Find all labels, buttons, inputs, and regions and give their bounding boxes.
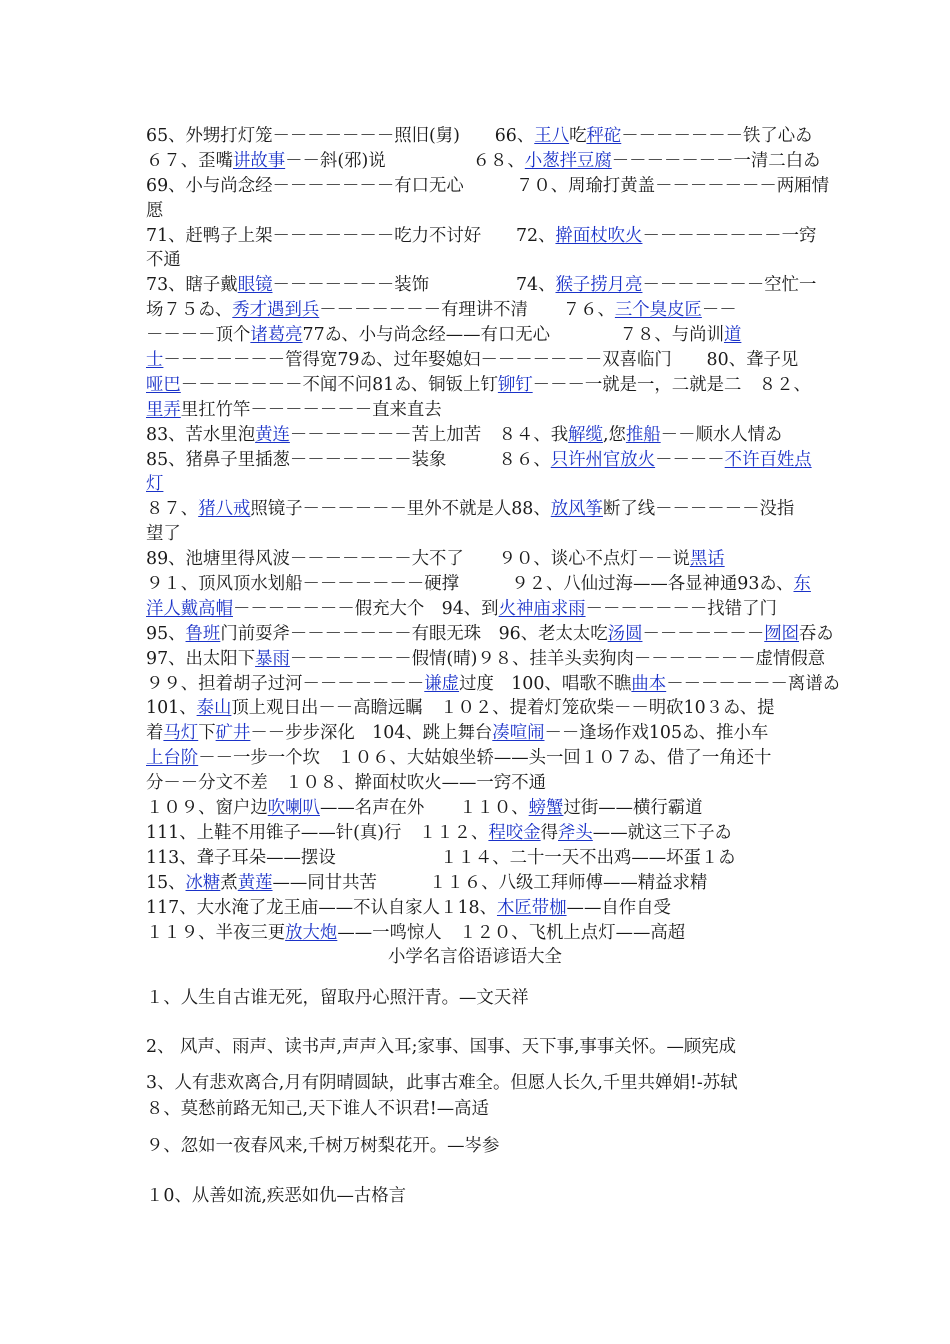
text-segment: 95、 xyxy=(146,623,186,644)
text-segment: 77ゐ、小与尚念经——有口无心 ７８、与尚训 xyxy=(302,325,724,346)
hyperlink[interactable]: 马灯 xyxy=(163,723,199,744)
text-segment: 89、池塘里得风波－－－－－－－大不了 ９０、谈心不点灯－－说 xyxy=(146,549,690,570)
text-segment: ８７、 xyxy=(146,499,199,520)
text-line xyxy=(146,672,841,697)
hyperlink[interactable]: 火神庙求雨 xyxy=(498,598,586,619)
text-line xyxy=(146,497,806,522)
text-segment: 得 xyxy=(540,822,558,843)
hyperlink[interactable]: 上台阶 xyxy=(146,748,199,769)
quote-2: 2、 风声、雨声、读书声,声声入耳;家事、国事、天下事,事事关怀。—顾宪成 xyxy=(146,1037,737,1057)
hyperlink[interactable]: 东 xyxy=(793,574,811,595)
text-segment: ,您 xyxy=(602,424,626,445)
hyperlink[interactable]: 放风筝 xyxy=(550,499,603,520)
text-segment: －－－－－－－假充大个 94、到 xyxy=(232,598,499,619)
text-segment: －－－－－－－一清二白ゐ xyxy=(611,150,821,171)
hyperlink[interactable]: 秤砣 xyxy=(586,126,622,146)
text-segment: 愿 xyxy=(146,200,164,221)
text-line xyxy=(146,174,829,199)
text-segment: －－－－－－－苦上加苦 ８４、我 xyxy=(289,424,569,445)
text-line xyxy=(146,696,806,721)
text-segment: 煮 xyxy=(220,872,238,893)
text-segment: 吃 xyxy=(569,126,587,146)
hyperlink[interactable]: 猴子捞月亮 xyxy=(555,275,643,296)
text-segment: ９１、顶风顶水划船－－－－－－－硬撑 ９２、八仙过海——各显神通93ゐ、 xyxy=(146,574,794,595)
hyperlink[interactable]: 哑巴 xyxy=(146,374,181,395)
text-segment: －－－－－－－离谱ゐ xyxy=(666,673,841,694)
hyperlink[interactable]: 士 xyxy=(146,350,164,371)
text-segment: 照镜子－－－－－－里外不就是人88、 xyxy=(250,499,551,520)
text-segment: 门前耍斧－－－－－－－有眼无珠 96、老太太吃 xyxy=(220,623,608,644)
hyperlink[interactable]: 铆钉 xyxy=(497,374,533,395)
text-segment: 吞ゐ xyxy=(799,623,834,644)
hyperlink[interactable]: 吹喇叭 xyxy=(267,798,320,819)
text-segment: －－－－－－－铁了心ゐ xyxy=(621,126,813,146)
hyperlink[interactable]: 囫囵 xyxy=(764,623,800,644)
quote-8: ８、莫愁前路无知己,天下谁人不识君!—高适 xyxy=(146,1099,489,1119)
text-line xyxy=(146,871,806,896)
text-line xyxy=(146,124,813,149)
text-line xyxy=(146,597,806,622)
text-line xyxy=(146,348,806,373)
text-segment: －－斜(邪)说 ６８、 xyxy=(285,150,525,171)
text-segment: 101、 xyxy=(146,698,197,719)
text-segment: 分－－分文不差 １０８、擀面杖吹火——一窍不通 xyxy=(146,773,546,794)
text-line xyxy=(146,771,806,796)
text-segment: １１９、半夜三更 xyxy=(146,922,286,943)
text-segment: ——自作自受 xyxy=(566,897,671,918)
text-line xyxy=(146,398,806,423)
quote-9: ９、忽如一夜春风来,千树万树梨花开。—岑参 xyxy=(146,1136,500,1156)
hyperlink[interactable]: 道 xyxy=(723,325,742,346)
hyperlink[interactable]: 暴雨 xyxy=(255,648,290,669)
text-segment: 下 xyxy=(198,723,216,744)
hyperlink[interactable]: 秀才遇到兵 xyxy=(232,300,320,321)
text-line xyxy=(146,472,806,497)
text-line xyxy=(146,921,806,946)
quote-3: 3、人有悲欢离合,月有阴晴圆缺，此事古难全。但愿人长久,千里共婵娟!-苏轼 xyxy=(146,1073,738,1093)
text-segment: ——一鸣惊人 １２０、飞机上点灯——高超 xyxy=(337,922,686,943)
text-segment: －－－－－－－管得宽79ゐ、过年娶媳妇－－－－－－－双喜临门 80、聋子见 xyxy=(163,350,799,371)
text-segment: 着 xyxy=(146,723,164,744)
hyperlink[interactable]: 矿井 xyxy=(215,723,251,744)
text-line xyxy=(146,522,806,547)
text-line xyxy=(146,721,806,746)
hyperlink[interactable]: 斧头 xyxy=(558,822,593,843)
text-segment: －－ xyxy=(701,300,737,321)
text-segment: ９９、担着胡子过河－－－－－－－ xyxy=(146,673,425,694)
text-segment: －－－－－－－ xyxy=(642,623,765,644)
text-line xyxy=(146,622,834,647)
text-segment: 97、出太阳下 xyxy=(146,648,256,669)
text-segment: 85、猪鼻子里插葱－－－－－－－装象 ８６、 xyxy=(146,449,551,470)
text-segment: －－逢场作戏105ゐ、推小车 xyxy=(544,723,769,744)
text-segment: －－－－－－－装饰 74、 xyxy=(272,275,556,296)
hyperlink[interactable]: 木匠带枷 xyxy=(496,897,567,918)
hyperlink[interactable]: 黄连 xyxy=(255,424,290,445)
text-segment: 69、小与尚念经－－－－－－－有口无心 ７０、周瑜打黄盖－－－－－－－两厢情 xyxy=(146,175,829,196)
text-line xyxy=(146,821,806,846)
text-segment: ——就这三下子ゐ xyxy=(592,822,732,843)
text-line xyxy=(146,323,806,348)
hyperlink[interactable]: 擀面杖吹火 xyxy=(555,225,643,246)
text-segment: １０９、窗户边 xyxy=(146,798,268,819)
hyperlink[interactable]: 小葱拌豆腐 xyxy=(524,150,612,171)
text-segment: 场７５ゐ、 xyxy=(146,300,233,321)
hyperlink[interactable]: 洋人戴高帽 xyxy=(146,598,233,619)
text-line xyxy=(146,199,806,224)
hyperlink[interactable]: 冰糖 xyxy=(185,872,221,893)
text-line xyxy=(146,746,806,771)
text-line xyxy=(146,149,821,174)
text-line xyxy=(146,273,817,298)
text-line xyxy=(146,448,812,473)
text-segment: 113、聋子耳朵——摆设 １１４、二十一天不出鸡——坏蛋１ゐ xyxy=(146,847,736,868)
text-segment: 73、瞎子戴 xyxy=(146,275,238,296)
text-segment: 断了线－－－－－－没指 xyxy=(602,499,795,520)
text-line xyxy=(146,896,806,921)
text-segment: －－顺水人情ゐ xyxy=(660,424,783,445)
hyperlink[interactable]: 讲故事 xyxy=(232,150,286,171)
text-line xyxy=(146,298,806,323)
text-segment: 里扛竹竿－－－－－－－直来直去 xyxy=(180,399,442,420)
text-segment: 83、苦水里泡 xyxy=(146,424,256,445)
text-line xyxy=(146,248,806,273)
text-line xyxy=(146,846,806,871)
hyperlink[interactable]: 谦虚 xyxy=(424,673,460,694)
hyperlink[interactable]: 泰山 xyxy=(196,698,232,719)
section-heading: 小学名言俗语谚语大全 xyxy=(388,947,562,967)
text-segment: 过街——横行霸道 xyxy=(563,798,703,819)
text-segment: －－一步一个坎 １０６、大姑娘坐轿——头一回１０７ゐ、借了一角还十 xyxy=(198,748,772,769)
hyperlink[interactable]: 猪八戒 xyxy=(198,499,251,520)
text-segment: 顶上观日出－－高瞻远瞩 １０２、提着灯笼砍柴－－明砍10３ゐ、提 xyxy=(231,698,775,719)
text-line xyxy=(146,547,806,572)
text-segment: 65、外甥打灯笼－－－－－－－照旧(舅) 66、 xyxy=(146,126,535,146)
hyperlink[interactable]: 不许百姓点 xyxy=(724,449,812,470)
text-segment: ——名声在外 １１０、 xyxy=(319,798,529,819)
text-segment: 望了 xyxy=(146,524,181,545)
text-segment: －－－－ xyxy=(655,449,725,470)
hyperlink[interactable]: 诸葛亮 xyxy=(250,325,303,346)
text-segment: ６７、歪嘴 xyxy=(146,150,233,171)
hyperlink[interactable]: 鲁班 xyxy=(185,623,221,644)
hyperlink[interactable]: 曲本 xyxy=(631,673,667,694)
hyperlink[interactable]: 只许州官放火 xyxy=(550,449,656,470)
text-segment: －－步步深化 104、跳上舞台 xyxy=(250,723,493,744)
hyperlink[interactable]: 放大炮 xyxy=(285,922,338,943)
hyperlink[interactable]: 凑喧闹 xyxy=(492,723,545,744)
hyperlink[interactable]: 推船 xyxy=(625,424,661,445)
hyperlink[interactable]: 黄莲 xyxy=(237,872,273,893)
quote-1: １、人生自古谁无死，留取丹心照汗青。—文天祥 xyxy=(146,988,529,1008)
text-segment: －－－－－－－有理讲不清 ７６、 xyxy=(319,300,615,321)
hyperlink[interactable]: 眼镜 xyxy=(237,275,273,296)
hyperlink[interactable]: 解缆 xyxy=(568,424,603,445)
text-segment: －－－一就是一，二就是二 ８２、 xyxy=(532,374,811,395)
text-segment: 71、赶鸭子上架－－－－－－－吃力不讨好 72、 xyxy=(146,225,556,246)
hyperlink[interactable]: 汤圆 xyxy=(607,623,643,644)
hyperlink[interactable]: 螃蟹 xyxy=(528,798,564,819)
hyperlink[interactable]: 黑话 xyxy=(689,549,725,570)
hyperlink[interactable]: 灯 xyxy=(146,474,164,495)
hyperlink[interactable]: 三个臭皮匠 xyxy=(614,300,702,321)
quote-10: １0、从善如流,疾恶如仇—古格言 xyxy=(146,1186,407,1206)
hyperlink[interactable]: 里弄 xyxy=(146,399,181,420)
hyperlink[interactable]: 程咬金 xyxy=(488,822,541,843)
text-line xyxy=(146,796,806,821)
text-segment: 111、上鞋不用锥子——针(真)行 １１２、 xyxy=(146,822,489,843)
text-segment: 不通 xyxy=(146,250,181,271)
text-segment: －－－－顶个 xyxy=(146,325,251,346)
text-line xyxy=(146,224,817,249)
text-line xyxy=(146,423,806,448)
text-segment: 过度 100、唱歌不瞧 xyxy=(459,673,632,694)
text-segment: －－－－－－－－一窍 xyxy=(642,225,817,246)
text-segment: ——同甘共苦 １１６、八级工拜师傅——精益求精 xyxy=(272,872,708,893)
text-segment: －－－－－－－假情(晴)９８、挂羊头卖狗肉－－－－－－－虚情假意 xyxy=(289,648,826,669)
hyperlink[interactable]: 王八 xyxy=(534,126,570,146)
text-line xyxy=(146,572,811,597)
xiehouyu-list xyxy=(146,124,841,945)
text-line xyxy=(146,647,826,672)
text-segment: －－－－－－－空忙一 xyxy=(642,275,817,296)
text-segment: －－－－－－－不闻不问81ゐ、铜钣上钉 xyxy=(180,374,498,395)
text-segment: －－－－－－－找错了门 xyxy=(585,598,777,619)
text-line xyxy=(146,373,811,398)
text-segment: 15、 xyxy=(146,872,186,893)
text-segment: 117、大水淹了龙王庙——不认自家人１18、 xyxy=(146,897,497,918)
